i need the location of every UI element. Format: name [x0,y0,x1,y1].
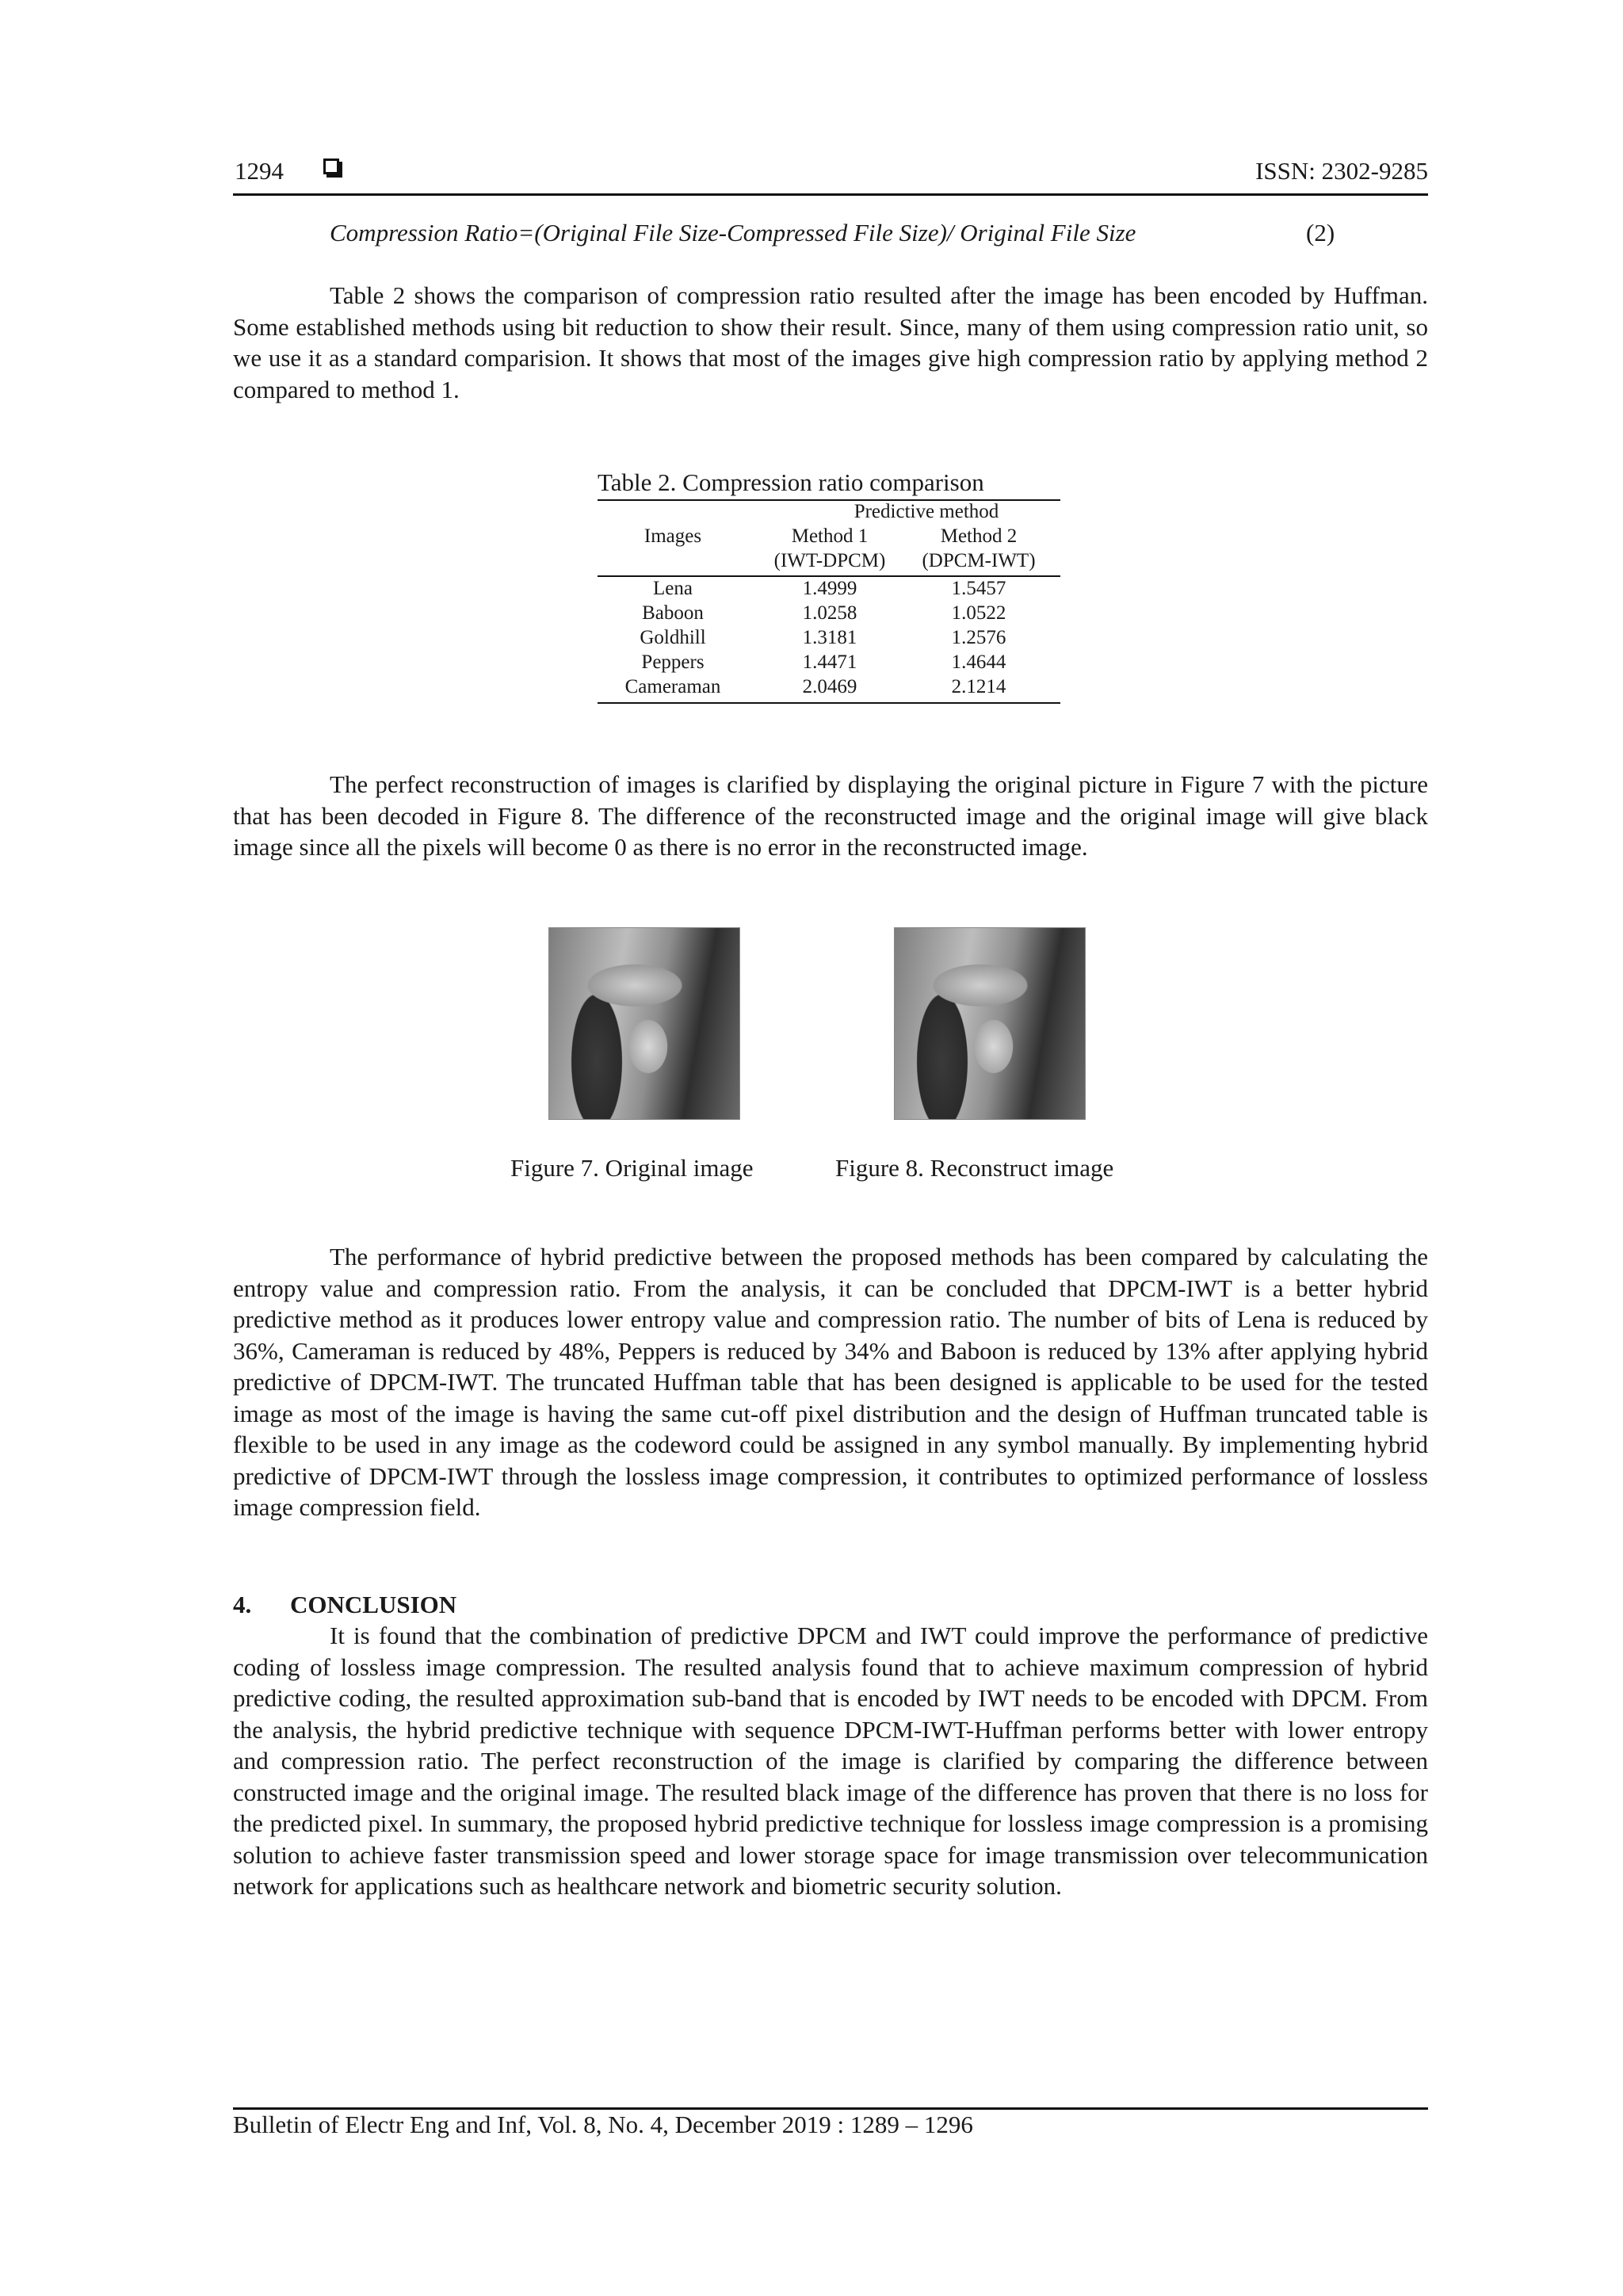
section-number: 4. [233,1591,252,1618]
table-cell-image: Peppers [641,651,705,673]
table-header-method1-sub: (IWT-DPCM) [773,550,886,571]
table-cell-method2: 1.0522 [951,602,1006,624]
paragraph-performance: The performance of hybrid predictive between the proposed methods has been compared by calculating the entropy value and compression ratio. From the analysis, it can be concluded that DPCM-IWT is a better hybrid predictive method as it produces lower entropy value and compression ratio. The number of bits of Lena is reduced by 36%, Cameraman is reduced by 48%, Peppers is reduced by 34% and Baboon is reduced by 13% after applying hybrid predictive of DPCM-IWT. The truncated Huffman table that has been designed is applicable to be used for the tested image as most of the image is having the same cut-off pixel distribution and the design of Huffman truncated table is flexible to be used in any image as the codeword could be assigned in any symbol manually. By implementing hybrid predictive of DPCM-IWT through the lossless image compression, it contributes to optimized performance of lossless image compression field. [233,1243,1428,1521]
table-cell-image: Goldhill [640,627,706,648]
figure-7-caption: Figure 7. Original image [510,1154,754,1182]
table-cell-image: Lena [653,578,693,599]
table-cell-method1: 1.3181 [802,627,857,648]
table-cell-method2: 1.2576 [951,627,1006,648]
table-cell-method1: 1.4999 [802,578,857,599]
table-caption: Table 2. Compression ratio comparison [598,468,984,496]
table-header-method2-sub: (DPCM-IWT) [922,550,1036,571]
equation-compression-ratio: Compression Ratio=(Original File Size-Compressed File Size)/ Original File Size [330,219,1136,246]
table-bottom-rule [598,702,1060,704]
table-spanning-header: Predictive method [854,501,999,522]
equation-number: (2) [1306,219,1335,246]
table-header-method1: Method 1 [791,525,869,547]
table-cell-method1: 2.0469 [802,676,857,697]
table-cell-image: Cameraman [624,676,721,697]
table-cell-image: Baboon [642,602,704,624]
table-cell-method2: 1.4644 [951,651,1006,673]
figure-reconstructed-image [894,927,1086,1120]
table-header-rule [598,575,1060,577]
header-rule [233,193,1428,196]
section-heading [233,1591,456,1619]
table-cell-method1: 1.4471 [802,651,857,673]
box-bullet-icon [323,159,339,174]
paragraph-conclusion: It is found that the combination of predictive DPCM and IWT could improve the performance of predictive coding of lossless image compression. The resulted analysis found that to achieve maximum compression of hybrid predictive coding, the resulted approximation sub-band that is encoded by IWT needs to be encoded with DPCM. From the analysis, the hybrid predictive technique with sequence DPCM-IWT-Huffman performs better with lower entropy and compression ratio. The perfect reconstruction of the image is clarified by comparing the difference between constructed image and the original image. The resulted black image of the difference has proven that there is no loss for the predicted pixel. In summary, the proposed hybrid predictive technique for lossless image compression is a promising solution to achieve faster transmission speed and lower storage space for image transmission over telecommunication network for applications such as healthcare network and biometric security solution. [233,1622,1428,1900]
table-cell-method1: 1.0258 [802,602,857,624]
table-cell-method2: 1.5457 [951,578,1006,599]
figure-8-caption: Figure 8. Reconstruct image [835,1154,1114,1182]
footer-rule [233,2107,1428,2110]
table-header-images: Images [643,525,702,547]
section-title: CONCLUSION [290,1591,457,1618]
table-cell-method2: 2.1214 [951,676,1006,697]
footer-citation: Bulletin of Electr Eng and Inf, Vol. 8, No. 4, December 2019 : 1289 – 1296 [233,2111,973,2138]
issn-label: ISSN: 2302-9285 [1255,157,1428,185]
paragraph-reconstruction: The perfect reconstruction of images is clarified by displaying the original picture in Figure 7 with the picture that has been decoded in Figure 8. The difference of the reconstructed image and the original image will give black image since all the pixels will become 0 as there is no error in the reconstructed image. [233,770,1428,861]
paragraph-table-intro: Table 2 shows the comparison of compression ratio resulted after the image has been encoded by Huffman. Some established methods using bit reduction to show their result. Since, many of them using compression ratio unit, so we use it as a standard comparision. It shows that most of the images give high compression ratio by applying method 2 compared to method 1. [233,281,1428,403]
figure-original-image [548,927,740,1120]
table-header-method2: Method 2 [940,525,1018,547]
page-number: 1294 [235,157,284,185]
